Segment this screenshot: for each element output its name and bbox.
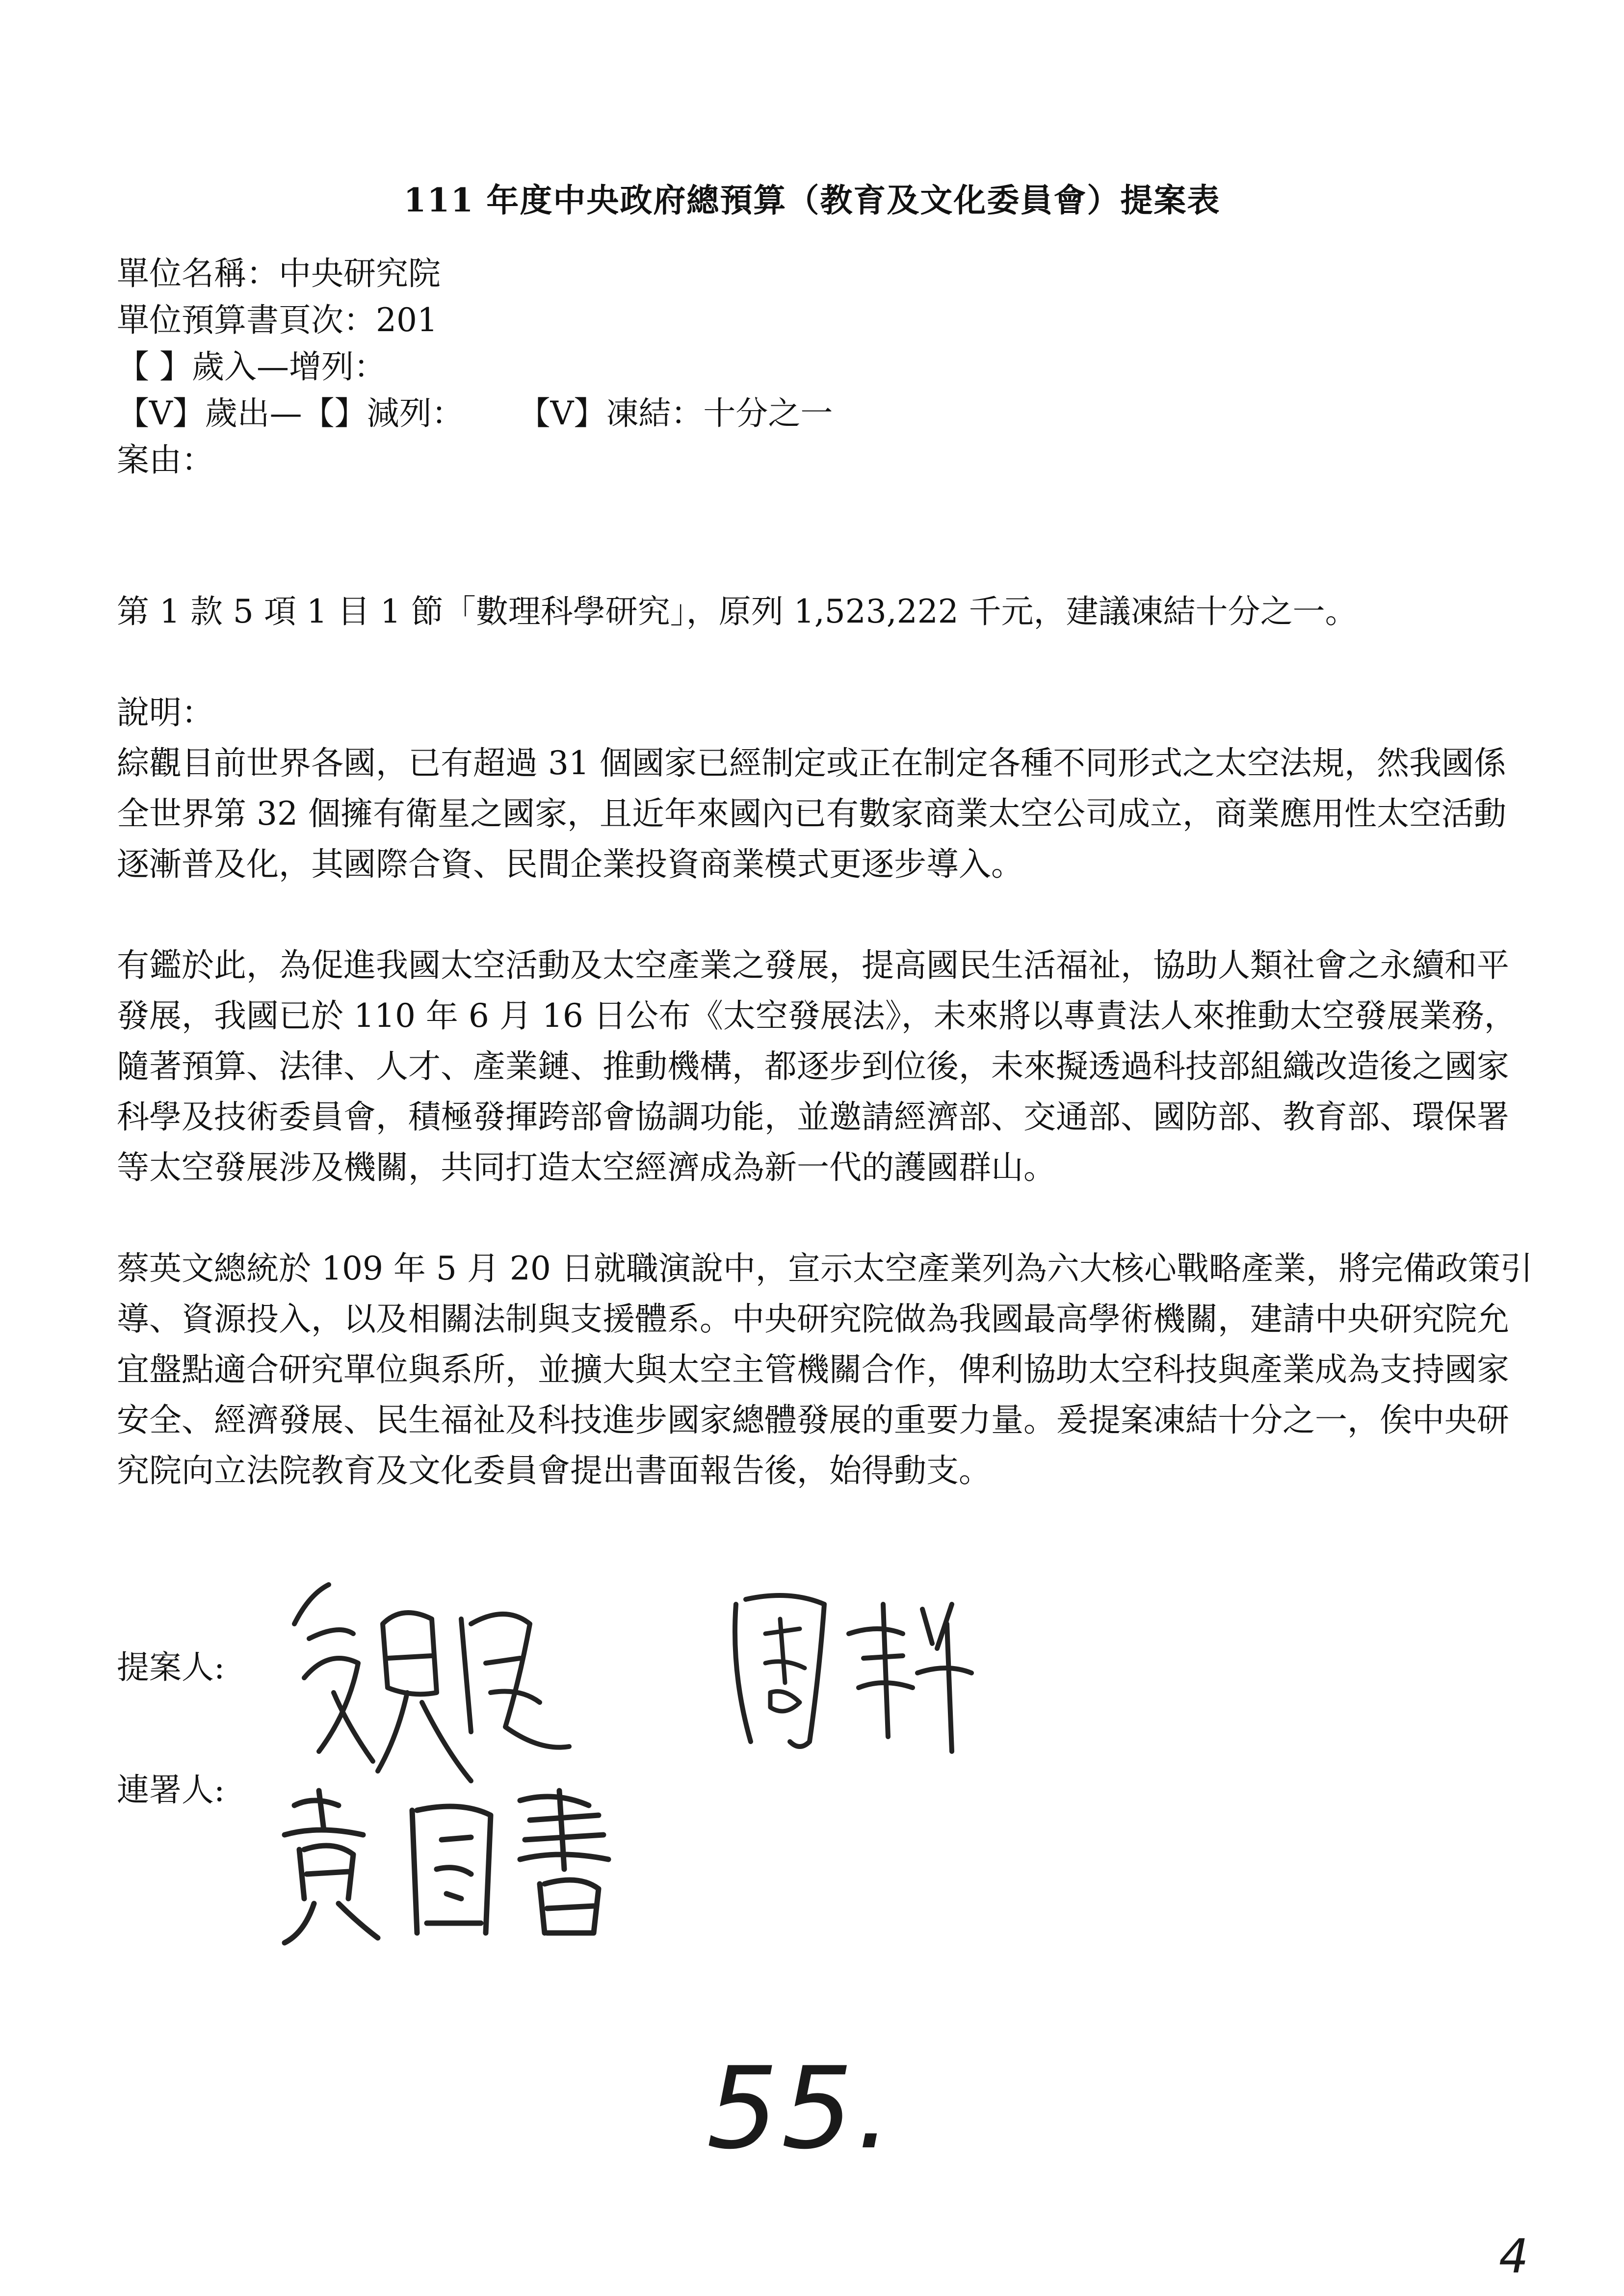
signature-cosigner [265,1776,638,1953]
revenue-line: 【 】歲入—增列： [117,348,386,386]
document-title: 111 年度中央政府總預算（教育及文化委員會）提案表 [403,181,1221,219]
corner-page-number: 4 [1499,2230,1529,2284]
explanation-paragraph-2: 有鑑於此，為促進我國太空活動及太空產業之發展，提高國民生活福祉，協助人類社會之永續和平發展，我國已於 110 年 6 月 16 日公布《太空發展法》，未來將以專責法人來推動太空發展業務，隨著預算、法律、人才、產業鏈、推動機構，都逐步到位後，未來擬透過科技部組織改造後之國家科學及技術委員會，積極發揮跨部會協調功能，並邀請經濟部、交通部、國防部、教育部、環保署等太空發展涉及機關，共同打造太空經濟成為新一代的護國群山。 [117,946,1517,1186]
explanation-paragraph-1: 綜觀目前世界各國，已有超過 31 個國家已經制定或正在制定各種不同形式之太空法規，然我國係全世界第 32 個擁有衛星之國家，且近年來國內已有數家商業太空公司成立，商業應用性太空活動逐漸普及化，其國際合資、民間企業投資商業模式更逐步導入。 [117,744,1506,883]
budget-page: 單位預算書頁次：201 [117,301,438,339]
cosigner-label: 連署人: [117,1771,225,1809]
handwritten-page-number: 55. [707,2043,895,2174]
header-block [117,250,833,483]
signature-proposer-2 [716,1575,991,1761]
freeze-line: 【V】凍結：十分之一 [518,394,833,432]
body-text [117,586,1535,1546]
expenditure-freeze-line [117,390,833,437]
expenditure-line: 【V】歲出—【】減列： [117,394,464,432]
case-text: 第 1 款 5 項 1 目 1 節「數理科學研究」，原列 1,523,222 千元，建議凍結十分之一。 [117,593,1358,630]
explanation-label: 說明： [117,694,214,731]
proposer-label: 提案人: [117,1648,225,1686]
case-label: 案由： [117,441,214,479]
unit-name: 單位名稱：中央研究院 [117,255,441,292]
explanation-paragraph-3: 蔡英文總統於 109 年 5 月 20 日就職演說中，宣示太空產業列為六大核心戰略產業，將完備政策引導、資源投入，以及相關法制與支援體系。中央研究院做為我國最高學術機關，建請中央研究院允宜盤點適合研究單位與系所，並擴大與太空主管機關合作，俾利協助太空科技與產業成為支持國家安全、經濟發展、民生福祉及科技進步國家總體發展的重要力量。爰提案凍結十分之一，俟中央研究院向立法院教育及文化委員會提出書面報告後，始得動支。 [117,1250,1533,1489]
